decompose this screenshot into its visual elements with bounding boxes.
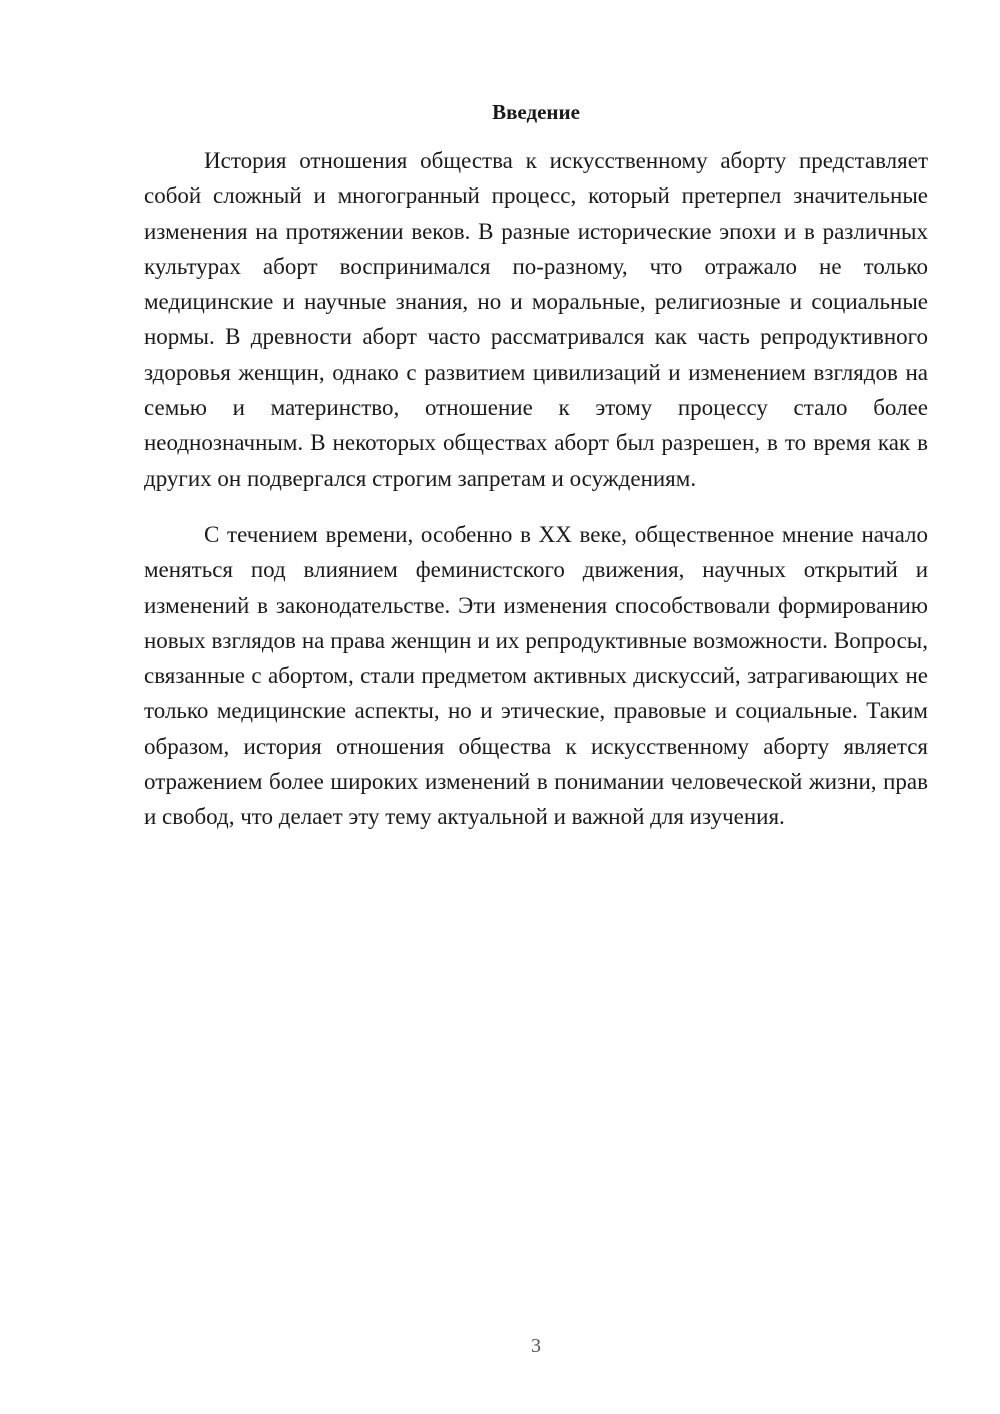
paragraph-1: История отношения общества к искусственному аборту представляет собой сложный и многогранный процесс, который претерпел значительные изменения на протяжении веков. В разные исторические эпохи и в различных культурах аборт воспринимался по-разному, что отражало не только медицинские и научные знания, но и моральные, религиозные и социальные нормы. В древности аборт часто рассматривался как часть репродуктивного здоровья женщин, однако с развитием цивилизаций и изменением взглядов на семью и материнство, отношение к этому процессу стало более неоднозначным. В некоторых обществах аборт был разрешен, в то время как в других он подвергался строгим запретам и осуждениям. (144, 148, 928, 491)
paragraph-2: С течением времени, особенно в XX веке, общественное мнение начало меняться под влиянием феминистского движения, научных открытий и изменений в законодательстве. Эти изменения способствовали формированию новых взглядов на права женщин и их репродуктивные возможности. Вопросы, связанные с абортом, стали предметом активных дискуссий, затрагивающих не только медицинские аспекты, но и этические, правовые и социальные. Таким образом, история отношения общества к искусственному аборту является отражением более широких изменений в понимании человеческой жизни, прав и свобод, что делает эту тему актуальной и важной для изучения. (144, 521, 928, 830)
body-text (144, 143, 928, 835)
section-title: Введение (492, 100, 580, 124)
page-number: 3 (531, 1335, 541, 1357)
